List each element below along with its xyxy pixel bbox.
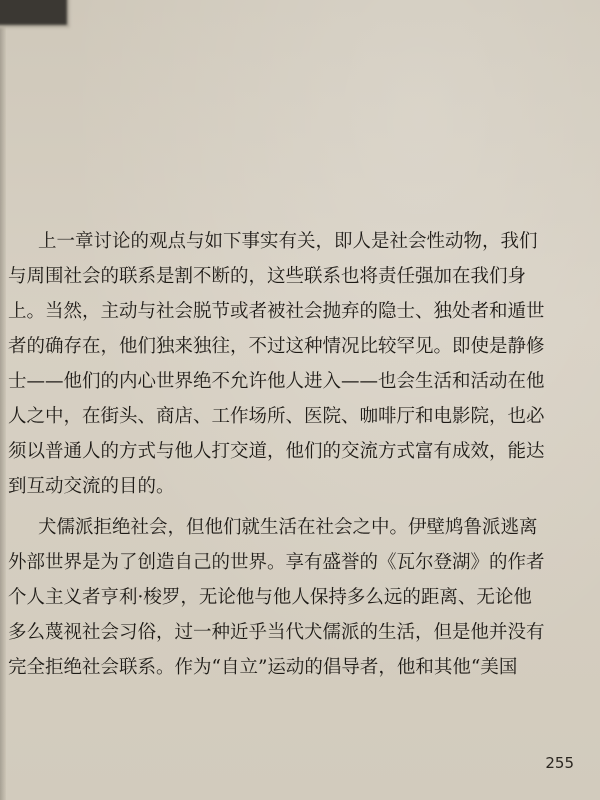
text-line: 上一章讨论的观点与如下事实有关，即人是社会性动物，我们 xyxy=(38,231,538,252)
text-line: 个人主义者亨利·梭罗，无论他与他人保持多么远的距离、无论他 xyxy=(8,587,532,608)
text-line: 完全拒绝社会联系。作为“自立”运动的倡导者，他和其他“美国 xyxy=(8,657,518,678)
page-edge-shadow xyxy=(0,0,6,800)
text-line: 士——他们的内心世界绝不允许他人进入——也会生活和活动在他 xyxy=(8,371,545,392)
text-line: 与周围社会的联系是割不断的，这些联系也将责任强加在我们身 xyxy=(8,266,527,287)
text-line: 须以普通人的方式与他人打交道，他们的交流方式富有成效，能达 xyxy=(8,441,545,462)
text-line: 外部世界是为了创造自己的世界。享有盛誉的《瓦尔登湖》的作者 xyxy=(8,552,545,573)
main-text xyxy=(8,224,593,685)
blurred-show-through-text xyxy=(60,4,580,194)
text-line: 到互动交流的目的。 xyxy=(8,476,175,497)
text-line: 多么蔑视社会习俗，过一种近乎当代犬儒派的生活，但是他并没有 xyxy=(8,622,545,643)
text-line: 人之中，在街头、商店、工作场所、医院、咖啡厅和电影院，也必 xyxy=(8,406,545,427)
paragraph-1 xyxy=(8,224,593,504)
page-number: 255 xyxy=(545,754,574,772)
text-line: 上。当然，主动与社会脱节或者被社会抛弃的隐士、独处者和遁世 xyxy=(8,301,545,322)
text-line: 者的确存在，他们独来独往，不过这种情况比较罕见。即使是静修 xyxy=(8,336,545,357)
paragraph-2 xyxy=(8,510,593,685)
text-line: 犬儒派拒绝社会，但他们就生活在社会之中。伊壁鸠鲁派逃离 xyxy=(38,517,538,538)
